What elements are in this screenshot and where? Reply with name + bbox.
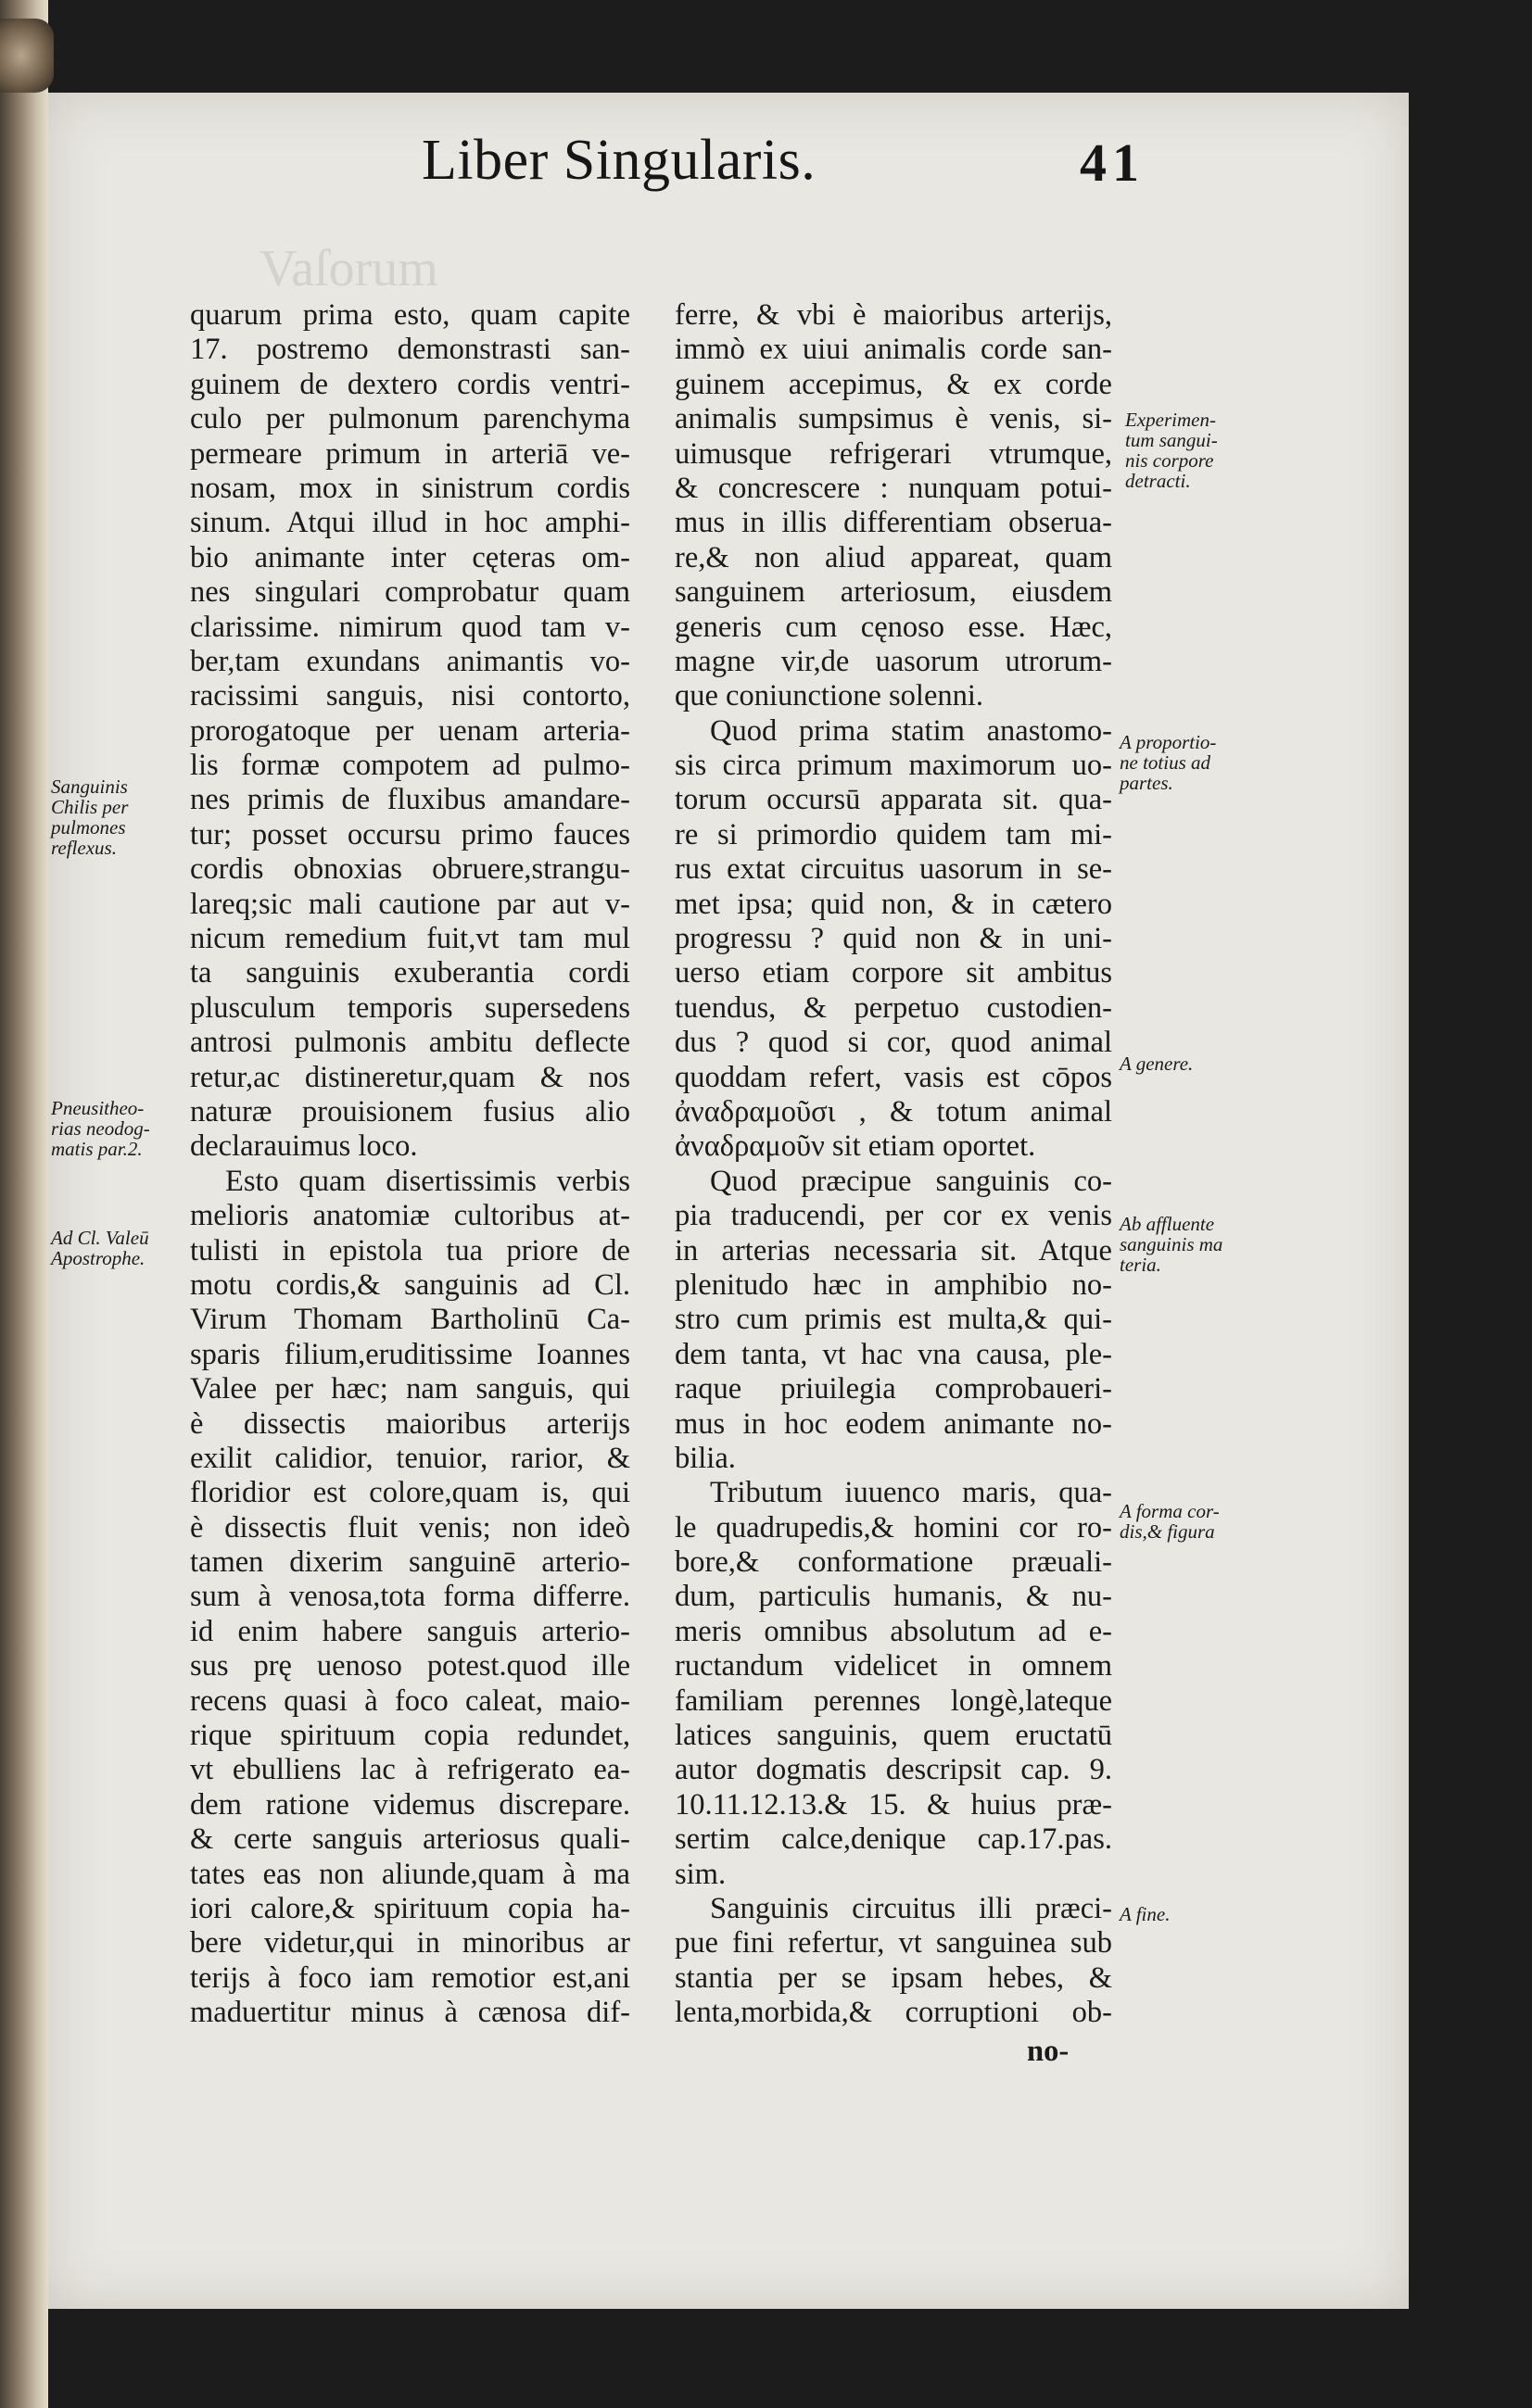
text-line: dem tanta, vt hac vna causa, ple- [675, 1337, 1112, 1371]
text-line: permeare primum in arteriā ve- [190, 436, 630, 471]
text-line: tamen dixerim sanguinē arterio- [190, 1545, 630, 1580]
show-through-text: Vaſorum [260, 240, 438, 297]
right-text-column [675, 298, 1112, 2031]
margin-note-ad-cl-valeu: Ad Cl. Valeū Apostrophe. [51, 1227, 149, 1269]
text-line: lareq;sic mali cautione par aut v- [190, 887, 630, 921]
text-line: declarauimus loco. [190, 1129, 418, 1164]
text-line: ta sanguinis exuberantia cordi [190, 956, 630, 990]
book-binding-edge [0, 0, 48, 2408]
text-line: guinem accepimus, & ex corde [675, 367, 1112, 401]
text-line: sus prę uenoso potest.quod ille [190, 1649, 630, 1683]
text-line: mus in hoc eodem animante no- [675, 1406, 1112, 1441]
text-line: lis formæ compotem ad pulmo- [190, 749, 630, 783]
text-line: tur; posset occursu primo fauces [190, 817, 630, 851]
text-line: bere videtur,qui in minoribus ar [190, 1926, 630, 1960]
text-line: clarissime. nimirum quod tam v- [190, 610, 630, 644]
text-line: in arterias necessaria sit. Atque [675, 1233, 1112, 1267]
text-line: ber,tam exundans animantis vo- [190, 644, 630, 678]
margin-note-a-forma-cordis: A forma cor- dis,& figura [1120, 1500, 1220, 1543]
text-line: è dissectis maioribus arterijs [190, 1406, 630, 1441]
text-line: floridior est colore,quam is, qui [190, 1476, 630, 1510]
text-line: recens quasi à foco caleat, maio- [190, 1683, 630, 1718]
margin-note-ab-affluente: Ab affluente sanguinis ma teria. [1120, 1213, 1223, 1276]
margin-note-a-genere: A genere. [1120, 1053, 1194, 1075]
text-line: met ipsa; quid non, & in cætero [675, 887, 1112, 921]
text-line: rique spirituum copia redundet, [190, 1719, 630, 1753]
text-line: torum occursū apparata sit. qua- [675, 783, 1112, 817]
text-line: uimusque refrigerari vtrumque, [675, 436, 1112, 471]
text-line: vt ebulliens lac à refrigerato ea- [190, 1753, 630, 1787]
text-line: prorogatoque per uenam arteria- [190, 713, 630, 748]
text-line: raque priuilegia comprobaueri- [675, 1372, 1112, 1406]
text-line: meris omnibus absolutum ad e- [675, 1614, 1112, 1648]
text-line: bore,& conformatione præuali- [675, 1545, 1112, 1580]
text-line: quarum prima esto, quam capite [190, 298, 630, 332]
text-line: ἀναδραμοῦσι , & totum animal [675, 1094, 1112, 1128]
text-line: & certe sanguis arteriosus quali- [190, 1822, 630, 1857]
text-line: exilit calidior, tenuior, rarior, & [190, 1441, 630, 1475]
text-line: motu cordis,& sanguinis ad Cl. [190, 1267, 630, 1302]
text-line: nicum remedium fuit,vt tam mul [190, 922, 630, 956]
text-line: è dissectis fluit venis; non ideò [190, 1510, 630, 1544]
text-line: bio animante inter cęteras om- [190, 540, 630, 574]
text-line: 10.11.12.13.& 15. & huius præ- [675, 1787, 1112, 1822]
text-line: Virum Thomam Bartholinū Ca- [190, 1303, 630, 1337]
text-line: latices sanguinis, quem eructatū [675, 1719, 1112, 1753]
left-text-column [190, 298, 630, 2031]
running-head [422, 128, 1145, 202]
text-line: & concrescere : nunquam potui- [675, 471, 1112, 505]
text-line: sis circa primum maximorum uo- [675, 749, 1112, 783]
text-line: quoddam refert, vasis est cōpos [675, 1060, 1112, 1094]
text-line: maduertitur minus à cænosa dif- [190, 1996, 630, 2030]
text-line: naturæ prouisionem fusius alio [190, 1094, 630, 1128]
text-line: plenitudo hæc in amphibio no- [675, 1267, 1112, 1302]
text-line: autor dogmatis descripsit cap. 9. [675, 1753, 1112, 1787]
text-line: dem ratione videmus discrepare. [190, 1787, 630, 1822]
text-line: mus in illis differentiam obserua- [675, 506, 1112, 540]
text-line: nosam, mox in sinistrum cordis [190, 471, 630, 505]
text-line: cordis obnoxias obruere,strangu- [190, 852, 630, 887]
text-line: dus ? quod si cor, quod animal [675, 1026, 1112, 1060]
text-line: ἀναδραμοῦν sit etiam oportet. [675, 1129, 1036, 1164]
text-line: uerso etiam corpore sit ambitus [675, 956, 1112, 990]
margin-note-experimentum: Experimen- tum sangui- nis corpore detracti. [1125, 409, 1218, 492]
text-line: racissimi sanguis, nisi contorto, [190, 679, 630, 713]
text-line: stantia per se ipsam hebes, & [675, 1960, 1112, 1995]
text-line: culo per pulmonum parenchyma [190, 402, 630, 436]
text-line: magne vir,de uasorum utrorum- [675, 644, 1112, 678]
text-line: guinem de dextero cordis ventri- [190, 367, 630, 401]
text-line: sinum. Atqui illud in hoc amphi- [190, 506, 630, 540]
text-line: sum à venosa,tota forma differre. [190, 1580, 630, 1614]
text-line: animalis sumpsimus è venis, si- [675, 402, 1112, 436]
text-line: plusculum temporis supersedens [190, 990, 630, 1025]
text-line: Tributum iuuenco maris, qua- [710, 1476, 1112, 1510]
text-line: Sanguinis circuitus illi præci- [710, 1891, 1112, 1925]
text-line: ructandum videlicet in omnem [675, 1649, 1112, 1683]
text-line: dum, particulis humanis, & nu- [675, 1580, 1112, 1614]
text-line: que coniunctione solenni. [675, 679, 984, 713]
running-title: Liber Singularis. [422, 129, 817, 192]
text-line: familiam perennes longè,lateque [675, 1683, 1112, 1718]
text-line: immò ex uiui animalis corde san- [675, 333, 1112, 367]
text-line: sim. [675, 1857, 727, 1891]
text-line: re,& non aliud appareat, quam [675, 540, 1112, 574]
text-line: melioris anatomiæ cultoribus at- [190, 1199, 630, 1233]
binding-clasp [0, 19, 54, 93]
text-line: progressu ? quid non & in uni- [675, 922, 1112, 956]
text-line: sparis filium,eruditissime Ioannes [190, 1337, 630, 1371]
page-number: 41 [1080, 132, 1145, 193]
text-line: terijs à foco iam remotior est,ani [190, 1960, 630, 1995]
text-line: bilia. [675, 1441, 736, 1475]
text-line: re si primordio quidem tam mi- [675, 817, 1112, 851]
text-line: tuendus, & perpetuo custodien- [675, 990, 1112, 1025]
text-line: retur,ac distineretur,quam & nos [190, 1060, 630, 1094]
text-line: nes primis de fluxibus amandare- [190, 783, 630, 817]
catchword: no- [1027, 2035, 1070, 2068]
text-line: rus extat circuitus uasorum in se- [675, 852, 1112, 887]
margin-note-a-proportione: A proportio- ne totius ad partes. [1120, 731, 1217, 794]
margin-note-a-fine: A fine. [1120, 1903, 1171, 1925]
text-line: pia traducendi, per cor ex venis [675, 1199, 1112, 1233]
margin-note-pneusitheorias: Pneusitheo- rias neodog- matis par.2. [51, 1097, 150, 1160]
text-line: sertim calce,denique cap.17.pas. [675, 1822, 1112, 1857]
text-line: id enim habere sanguis arterio- [190, 1614, 630, 1648]
text-line: lenta,morbida,& corruptioni ob- [675, 1996, 1112, 2030]
text-line: iori calore,& spirituum copia ha- [190, 1891, 630, 1925]
text-line: Quod præcipue sanguinis co- [710, 1164, 1112, 1198]
margin-note-sanguinis-chilis: Sanguinis Chilis per pulmones reflexus. [51, 775, 129, 859]
text-line: sanguinem arteriosum, eiusdem [675, 575, 1112, 610]
text-line: pue fini refertur, vt sanguinea sub [675, 1926, 1112, 1960]
text-line: ferre, & vbi è maioribus arterijs, [675, 298, 1112, 332]
text-line: le quadrupedis,& homini cor ro- [675, 1510, 1112, 1544]
text-line: Quod prima statim anastomo- [710, 713, 1112, 748]
text-line: tulisti in epistola tua priore de [190, 1233, 630, 1267]
text-line: antrosi pulmonis ambitu deflecte [190, 1026, 630, 1060]
text-line: 17. postremo demonstrasti san- [190, 333, 630, 367]
text-line: tates eas non aliunde,quam à ma [190, 1857, 630, 1891]
text-line: stro cum primis est multa,& qui- [675, 1303, 1112, 1337]
text-line: Esto quam disertissimis verbis [225, 1164, 630, 1198]
text-line: nes singulari comprobatur quam [190, 575, 630, 610]
text-line: Valee per hæc; nam sanguis, qui [190, 1372, 630, 1406]
text-line: generis cum cęnoso esse. Hæc, [675, 610, 1112, 644]
